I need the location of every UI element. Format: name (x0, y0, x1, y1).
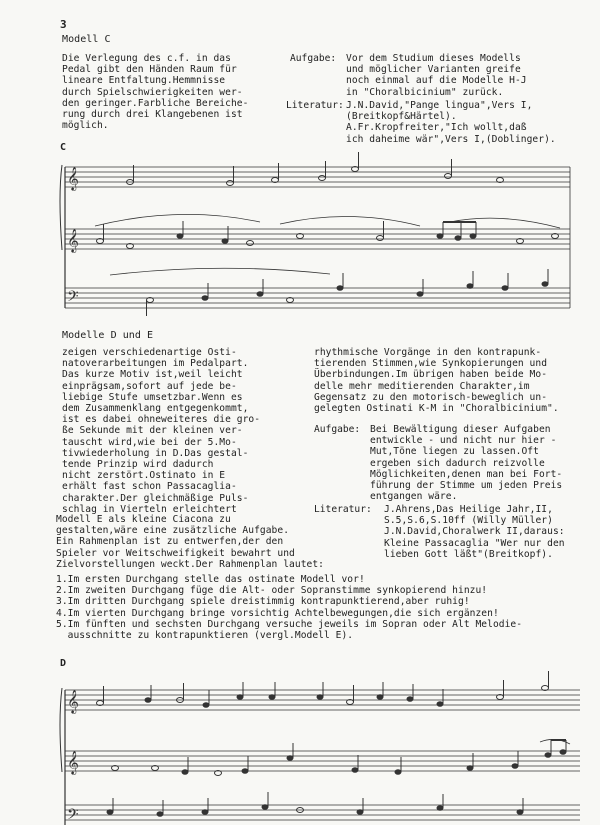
text-line: tauscht wird,wie bei der 5.Mo- (62, 436, 237, 448)
text-line: A.Fr.Kropfreiter,"Ich wollt,daß (346, 122, 527, 134)
text-line: rhythmische Vorgänge in den kontrapunk- (314, 347, 542, 358)
svg-text:𝄞: 𝄞 (67, 689, 79, 713)
modell-c-heading: Modell C (62, 34, 111, 45)
text-line: lineare Entfaltung.Hemmnisse (62, 75, 226, 87)
text-line: J.Ahrens,Das Heilige Jahr,II, (384, 504, 553, 515)
notes-d-1 (97, 671, 549, 707)
text-line: Das kurze Motiv ist,weil leicht (62, 369, 243, 381)
modell-c-literatur-label: Literatur: (286, 100, 344, 111)
text-line: Zielvorstellungen weckt.Der Rahmenplan lautet: (56, 558, 324, 570)
text-line: Modell E als kleine Ciacona zu (56, 514, 231, 525)
text-line: und möglicher Varianten greife (346, 64, 521, 76)
text-line: liebige Stufe umsetzbar.Wenn es (62, 391, 243, 403)
text-line: einprägsam,sofort auf jede be- (62, 380, 237, 392)
text-line: ergeben sich dadurch reizvolle (370, 457, 545, 469)
text-line: entgangen wäre. (370, 491, 458, 503)
modelle-de-literatur-label: Literatur: (314, 504, 372, 515)
step-item: 2.Im zweiten Durchgang füge die Alt- oder Sopranstimme synkopierend hinzu! (56, 585, 488, 597)
svg-text:𝄞: 𝄞 (67, 166, 79, 190)
text-line: ich daheime wär",Vers I,(Doblinger). (346, 133, 556, 145)
notes-d-2 (112, 740, 567, 776)
text-line: nicht zerstört.Ostinato in E (62, 470, 226, 482)
text-line: Pedal gibt den Händen Raum für (62, 64, 237, 76)
text-line: Möglichkeiten,denen man bei Fort- (370, 468, 563, 480)
svg-text:𝄢: 𝄢 (67, 288, 79, 309)
text-line: ße Sekunde mit der kleinen ver- (62, 425, 243, 437)
step-item: 4.Im vierten Durchgang bringe vorsichtig Achtelbewegungen,die sich ergänzen! (56, 607, 499, 619)
text-line: Kleine Passacaglia "Wer nur den (384, 537, 565, 549)
page-number: 3 (60, 18, 67, 31)
notes-d-3 (107, 792, 523, 816)
text-line: tivwiederholung in D.Das gestal- (62, 447, 249, 459)
system-d-label: D (60, 658, 67, 669)
svg-text:𝄢: 𝄢 (67, 806, 79, 825)
text-line: gelegten Ostinati K-M in "Choralbicinium". (314, 403, 559, 415)
step-item: 1.Im ersten Durchgang stelle das ostinate Modell vor! (56, 574, 365, 585)
text-line: führung der Stimme um jeden Preis (370, 480, 563, 492)
text-line: Die Verlegung des c.f. in das (62, 53, 231, 64)
svg-text:𝄞: 𝄞 (67, 228, 79, 252)
text-line: lieben Gott läßt"(Breitkopf). (384, 548, 553, 560)
text-line: Gegensatz zu den motorisch-beweglich un- (314, 391, 548, 403)
step-item: 3.Im dritten Durchgang spiele dreistimmig kontrapunktierend,aber ruhig! (56, 596, 470, 608)
staff-d-2 (65, 751, 580, 771)
modelle-de-heading: Modelle D und E (62, 330, 154, 341)
text-line: in "Choralbicinium" zurück. (346, 86, 504, 98)
text-line: schlag in Vierteln erleichtert (62, 503, 237, 515)
text-line: natoverarbeitungen im Pedalpart. (62, 358, 249, 370)
modell-c-aufgabe-label: Aufgabe: (290, 53, 337, 64)
text-line: charakter.Der gleichmäßige Puls- (62, 492, 249, 504)
text-line: zeigen verschiedenartige Osti- (62, 347, 237, 358)
text-line: den geringer.Farbliche Bereiche- (62, 97, 249, 109)
text-line: Mut,Töne liegen zu lassen.Oft (370, 446, 539, 458)
text-line: durch Spielschwierigkeiten wer- (62, 86, 243, 98)
text-line: Bei Bewältigung dieser Aufgaben (370, 424, 551, 435)
text-line: tende Prinzip wird dadurch (62, 459, 214, 471)
text-line: S.5,S.6,S.10ff (Willy Müller) (384, 515, 553, 527)
step-item: 5.Im fünften und sechsten Durchgang versuche jeweils im Sopran oder Alt Melodie- (56, 618, 523, 630)
text-line: (Breitkopf&Härtel). (346, 111, 457, 123)
text-line: J.N.David,Choralwerk II,daraus: (384, 526, 565, 538)
text-line: erhält fast schon Passacaglia- (62, 481, 237, 493)
text-line: tierenden Stimmen,wie Synkopierungen und (314, 358, 548, 370)
modelle-de-aufgabe-label: Aufgabe: (314, 424, 361, 435)
text-line: entwickle - und nicht nur hier - (370, 435, 557, 447)
text-line: möglich. (62, 120, 109, 132)
text-line: ist es dabei ohneweiteres die gro- (62, 414, 261, 426)
step-item: ausschnitte zu kontrapunktieren (vergl.Modell E). (56, 630, 354, 642)
text-line: dem Zusammenklang entgegenkommt, (62, 403, 249, 415)
text-line: Überbindungen.Im übrigen haben beide Mo- (314, 369, 548, 381)
text-line: Ein Rahmenplan ist zu entwerfen,der den (56, 536, 284, 548)
text-line: noch einmal auf die Modelle H-J (346, 75, 527, 87)
text-line: Spieler vor Weitschweifigkeit bewahrt und (56, 547, 295, 559)
text-line: rung durch drei Klangebenen ist (62, 109, 243, 121)
staff-d-3 (65, 805, 580, 820)
text-line: Vor dem Studium dieses Modells (346, 53, 521, 64)
system-c-label: C (60, 142, 67, 153)
text-line: gestalten,wäre eine zusätzliche Aufgabe. (56, 525, 290, 537)
svg-text:𝄞: 𝄞 (67, 750, 79, 774)
text-line: J.N.David,"Pange lingua",Vers I, (346, 100, 533, 111)
text-line: delle mehr meditierenden Charakter,im (314, 380, 530, 392)
